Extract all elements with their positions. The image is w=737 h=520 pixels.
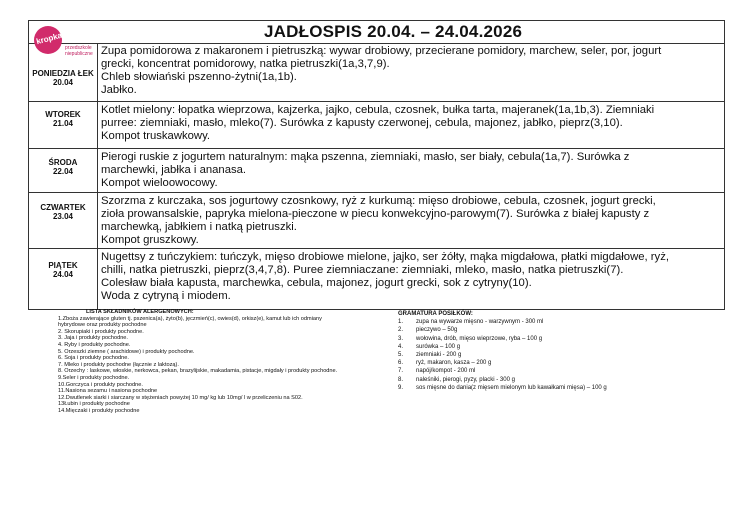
portion-item: 2. pieczywo – 50g (398, 327, 458, 334)
menu-line: grecki, koncentrat pomidorowy, natka pietruszki(1a,3,7,9). (101, 58, 390, 70)
menu-line: Colesław biała kapusta, marchewka, cebula, majonez, jogurt grecki, sok z cytryny(10). (101, 277, 532, 289)
day-date: 22.04 (52, 167, 74, 176)
menu-line: Kompot wieloowocowy. (101, 177, 218, 189)
allergen-list (58, 309, 398, 415)
day-name: WTOREK (45, 110, 81, 119)
menu-table (28, 20, 725, 310)
day-label (29, 110, 97, 128)
menu-line: marchewki, jabłka i ananasa. (101, 164, 247, 176)
day-name: PONIEDZIA ŁEK (32, 69, 94, 78)
title-row (29, 21, 724, 47)
day-date: 23.04 (52, 212, 74, 221)
portion-item: 5. ziemniaki - 200 g (398, 352, 462, 359)
day-name: ŚRODA (48, 158, 78, 167)
portion-item: 1. zupa na wywarze mięsno - warzywnym - 300 ml (398, 319, 544, 326)
allergen-item: hybrydowe oraz produkty pochodne (58, 322, 147, 329)
day-label (29, 203, 97, 221)
day-name: CZWARTEK (40, 203, 86, 212)
day-date: 24.04 (52, 270, 74, 279)
portion-item: 6. ryż, makaron, kasza – 200 g (398, 360, 492, 367)
day-row-friday (29, 249, 724, 309)
portion-item: 3. wołowina, drób, mięso wieprzowe, ryba – 100 g (398, 335, 543, 342)
menu-line: purree: ziemniaki, masło, mleko(7). Surówka z kapusty czerwonej, cebula, majonez, jabłko, pieprz(3,10). (101, 117, 623, 129)
portion-item: 4. surówka – 100 g (398, 343, 461, 350)
allergen-item: 7. Mleko i produkty pochodne (łącznie z laktozą). (58, 361, 179, 368)
allergen-item: 12.Dwutlenek siarki i siarczany w stężeniach powyżej 10 mg/ kg lub 10mg/ l w przeliczeniu na S02. (58, 394, 303, 401)
menu-line: Chleb słowiański pszenno-żytni(1a,1b). (101, 71, 297, 83)
menu-line: Nugettsy z tuńczykiem: tuńczyk, mięso drobiowe mielone, jajko, ser żółty, mąka migdałowa, płatki migdałowe, ryż, (101, 251, 669, 263)
day-menu (101, 195, 721, 247)
page-title: JADŁOSPIS 20.04. – 24.04.2026 (264, 22, 523, 41)
allergen-item: 13Łubin i produkty pochodne (58, 401, 130, 408)
day-label (29, 158, 97, 176)
day-date: 21.04 (52, 119, 74, 128)
day-label (29, 69, 97, 87)
menu-line: Woda z cytryną i miodem. (101, 290, 231, 302)
allergen-item: 1.Zboża zawierające gluten tj. pszenica(a), żyto(b), jęczmień(c), owies(d), orkisz(e), kamut lub ich odmiany (58, 315, 322, 322)
day-row-thursday (29, 193, 724, 249)
logo-text: kropka (35, 30, 63, 47)
menu-line: Zupa pomidorowa z makaronem i pietruszką: wywar drobiowy, przecierane pomidory, marchew, seler, por, jogurt (101, 45, 662, 57)
allergen-item: 9.Seler i produkty pochodne. (58, 374, 130, 381)
day-row-wednesday (29, 149, 724, 193)
allergen-item: 8. Orzechy : laskowe, włoskie, nerkowca, pekan, brazylijskie, makadamia, pistacje, migdały i produkty pochodne. (58, 368, 338, 375)
allergen-item: 5. Orzeszki ziemne ( arachidowe) i produkty pochodne. (58, 348, 195, 355)
day-menu (101, 104, 721, 143)
allergen-item: 10.Gorczyca i produkty pochodne. (58, 381, 143, 388)
menu-line: Kompot gruszkowy. (101, 234, 199, 246)
day-date: 20.04 (52, 78, 74, 87)
menu-line: Kotlet mielony: łopatka wieprzowa, kajzerka, jajko, cebula, czosnek, bułka tarta, majeranek(1a,1b,3). Ziemniaki (101, 104, 655, 116)
day-label (29, 261, 97, 279)
allergen-item: 4. Ryby i produkty pochodne. (58, 341, 131, 348)
day-menu (101, 251, 721, 303)
menu-line: Jabłko. (101, 84, 137, 96)
day-menu (101, 45, 721, 97)
allergen-item: 11.Nasiona sezamu i nasiona pochodne (58, 388, 158, 395)
portion-item: 9. sos mięsne do dania(z mięsem mielonym lub kawałkami mięsa) – 100 g (398, 384, 607, 391)
logo-subtitle: przedszkole niepubliczne (65, 45, 93, 57)
allergen-item: 2. Skorupiaki i produkty pochodne. (58, 328, 144, 335)
day-row-tuesday (29, 102, 724, 149)
menu-line: Pierogi ruskie z jogurtem naturalnym: mąka pszenna, ziemniaki, masło, ser biały, cebula(1a,7). Surówka z (101, 151, 630, 163)
day-row-monday (29, 43, 724, 102)
portion-heading: GRAMATURA POSIŁKÓW: (398, 311, 473, 317)
day-menu (101, 151, 721, 190)
allergen-item: 6. Soja i produkty pochodne. (58, 355, 129, 362)
portion-item: 7. napój/kompot - 200 ml (398, 368, 476, 375)
allergen-heading: LISTA SKŁADNIKÓW ALERGENOWYCH: (86, 309, 194, 315)
menu-line: marchewką, jabłkiem i natką pietruszki. (101, 221, 297, 233)
menu-line: chilli, natka pietruszki, pieprz(3,4,7,8). Puree ziemniaczane: ziemniaki, mleko, masło, natka pietruszki(7). (101, 264, 624, 276)
day-name: PIĄTEK (48, 261, 78, 270)
portion-item: 8. naleśniki, pierogi, pyzy, placki - 300 g (398, 376, 515, 383)
allergen-item: 3. Jaja i produkty pochodne. (58, 335, 128, 342)
portion-list (398, 310, 718, 392)
menu-line: Szorzma z kurczaka, sos jogurtowy czosnkowy, ryż z kurkumą: mięso drobiowe, cebula, czosnek, jogurt grecki, (101, 195, 656, 207)
footer-section (28, 310, 725, 435)
menu-line: zioła prowansalskie, papryka mielona-pieczone w piecu konwekcyjno-parowym(7). Surówka z białej kapusty z (101, 208, 650, 220)
allergen-item: 14.Mięczaki i produkty pochodne (58, 407, 140, 414)
menu-line: Kompot truskawkowy. (101, 130, 211, 142)
